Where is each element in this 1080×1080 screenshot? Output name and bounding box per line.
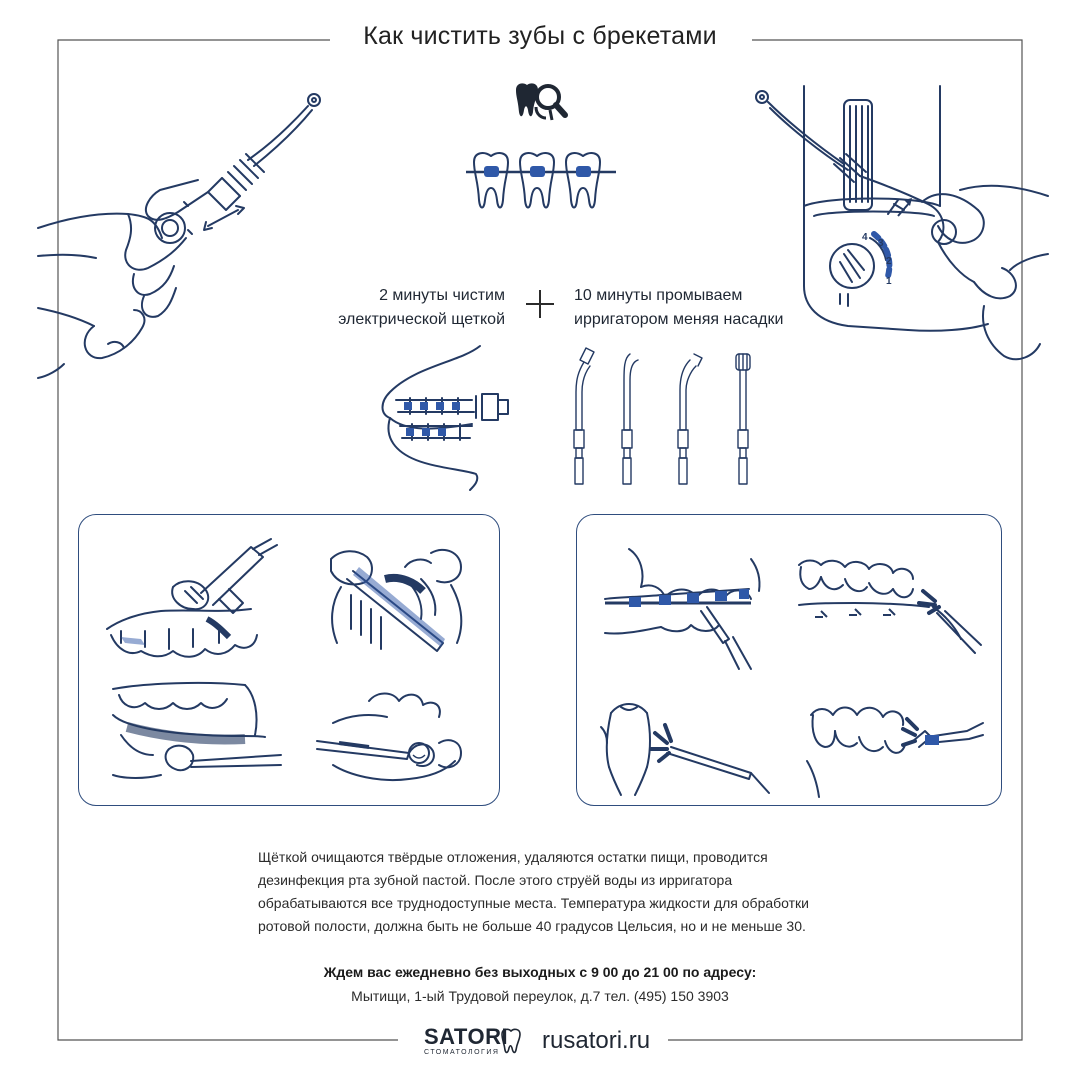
brand-subtitle: СТОМАТОЛОГИЯ: [424, 1049, 500, 1056]
electric-toothbrush-hand: [38, 88, 328, 388]
brush-molars-illustration: [309, 679, 479, 791]
step-irrigator-label: [574, 284, 834, 332]
address-phone: Мытищи, 1-ый Трудовой переулок, д.7 тел. (495) 150 3903: [351, 988, 729, 1004]
brush-angle-illustration: [101, 539, 281, 665]
brush-chewing-surface-illustration: [311, 539, 481, 665]
dial-mark-3: 3: [878, 238, 884, 249]
brushing-techniques-panel: [78, 514, 500, 806]
tooth-magnifier-icon: [512, 80, 568, 126]
description-line-1: Щёткой очищаются твёрдые отложения, удаляются остатки пищи, проводится: [258, 849, 768, 865]
dial-mark-2: 2: [886, 256, 892, 267]
step-irrigator-line-2: ирригатором меняя насадки: [574, 311, 784, 328]
brush-inner-surface-illustration: [105, 675, 285, 791]
tooth-logo-icon: [500, 1028, 522, 1054]
irrigator-nozzles: [566, 340, 758, 490]
teeth-braces-icon: [466, 150, 616, 214]
irrigate-between-teeth-illustration: [807, 701, 983, 801]
dial-mark-1: 1: [886, 276, 892, 287]
description-line-3: обрабатываются все труднодоступные места. Температура жидкости для обработки: [258, 895, 809, 911]
website-link[interactable]: rusatori.ru: [542, 1027, 651, 1054]
step-brush-label: [300, 284, 505, 332]
irrigate-gumline-illustration: [795, 555, 981, 655]
step-irrigator-line-1: 10 минуты промываем: [574, 287, 743, 304]
step-brush-line-2: электрической щеткой: [338, 311, 505, 328]
irrigate-braces-illustration: [601, 543, 777, 669]
irrigate-single-tooth-illustration: [601, 697, 781, 797]
water-flosser-hand: [748, 86, 1048, 376]
description-paragraph: [258, 846, 838, 938]
opening-hours: Ждем вас ежедневно без выходных с 9 00 до 21 00 по адресу:: [323, 964, 757, 980]
mouth-braces-brushing: [376, 340, 512, 492]
page-title: Как чистить зубы с брекетами: [363, 22, 717, 50]
brand-name: SATORI: [424, 1024, 509, 1049]
plus-icon: [525, 289, 555, 319]
description-line-2: дезинфекция рта зубной пастой. После этого струёй воды из ирригатора: [258, 872, 733, 888]
irrigation-techniques-panel: [576, 514, 1002, 806]
step-brush-line-1: 2 минуты чистим: [379, 287, 505, 304]
description-line-4: ротовой полости, должна быть не больше 40 градусов Цельсия, но и не меньше 30.: [258, 918, 806, 934]
dial-mark-4: 4: [862, 232, 868, 243]
